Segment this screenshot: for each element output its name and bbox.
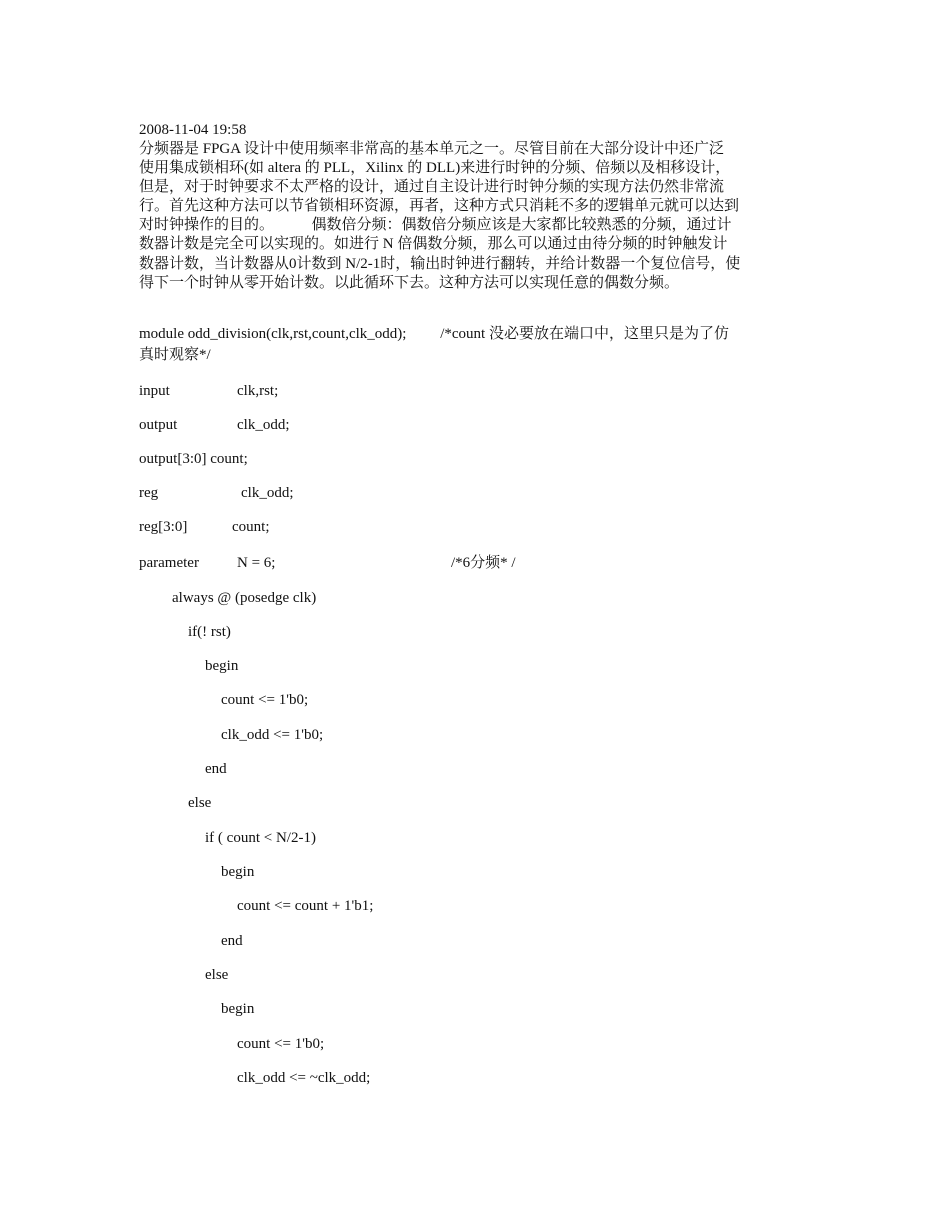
code-line: clk_odd <= 1'b0; (221, 727, 324, 743)
code-line-reg-count (139, 517, 270, 537)
code-line: count <= count + 1'b1; (237, 898, 374, 914)
code-line: count <= 1'b0; (221, 692, 309, 708)
code-text: N = 6; (237, 555, 276, 571)
code-line: begin (205, 658, 239, 674)
code-comment: /*6分频* / (451, 555, 516, 571)
code-line-parameter (139, 553, 516, 573)
code-line: end (221, 933, 243, 949)
code-keyword: output[3:0] count; (139, 451, 248, 467)
code-line: end (205, 761, 227, 777)
code-text: count; (232, 519, 270, 535)
intro-line: 数器计数，当计数器从0计数到 N/2-1时，输出时钟进行翻转，并给计数器一个复位信号，使 (139, 255, 741, 272)
intro-line: 对时钟操作的目的。 偶数倍分频：偶数倍分频应该是大家都比较熟悉的分频，通过计 (139, 217, 732, 234)
code-line: count <= 1'b0; (237, 1036, 325, 1052)
code-line: if ( count < N/2-1) (205, 830, 316, 846)
code-keyword: reg (139, 485, 159, 501)
code-line: if(! rst) (188, 624, 231, 640)
code-keyword: input (139, 383, 170, 399)
code-line-reg (139, 483, 294, 503)
code-text: clk,rst; (237, 383, 279, 399)
module-declaration (139, 324, 799, 365)
code-line-output (139, 415, 290, 435)
intro-line: 得下一个时钟从零开始计数。以此循环下去。这种方法可以实现任意的偶数分频。 (139, 274, 680, 291)
code-line: begin (221, 864, 255, 880)
code-line-input (139, 381, 279, 401)
post-timestamp: 2008-11-04 19:58 (139, 122, 247, 138)
intro-line: 行。首先这种方法可以节省锁相环资源，再者，这种方式只消耗不多的逻辑单元就可以达到 (139, 198, 740, 215)
code-text: clk_odd; (237, 417, 290, 433)
intro-line: 但是，对于时钟要求不太严格的设计，通过自主设计进行时钟分频的实现方法仍然非常流 (139, 179, 725, 196)
intro-line: 分频器是 FPGA 设计中使用频率非常高的基本单元之一。尽管目前在大部分设计中还广泛 (139, 141, 725, 157)
code-text: clk_odd; (241, 485, 294, 501)
code-keyword: output (139, 417, 178, 433)
code-line: else (188, 795, 212, 811)
code-line: begin (221, 1001, 255, 1017)
code-line-output-count (139, 449, 248, 469)
code-keyword: reg[3:0] (139, 519, 188, 535)
module-line: 真时观察*/ (139, 346, 211, 363)
intro-line: 使用集成锁相环(如 altera 的 PLL，Xilinx 的 DLL)来进行时钟的分频、倍频以及相移设计， (139, 160, 731, 177)
intro-paragraph (139, 140, 799, 293)
code-line: else (205, 967, 229, 983)
intro-line: 数器计数是完全可以实现的。如进行 N 倍偶数分频，那么可以通过由待分频的时钟触发计 (139, 236, 728, 253)
module-line: module odd_division(clk,rst,count,clk_odd); /*count 没必要放在端口中，这里只是为了仿 (139, 326, 729, 342)
code-keyword: parameter (139, 555, 199, 571)
code-line: clk_odd <= ~clk_odd; (237, 1070, 371, 1086)
code-line: always @ (posedge clk) (172, 590, 317, 606)
